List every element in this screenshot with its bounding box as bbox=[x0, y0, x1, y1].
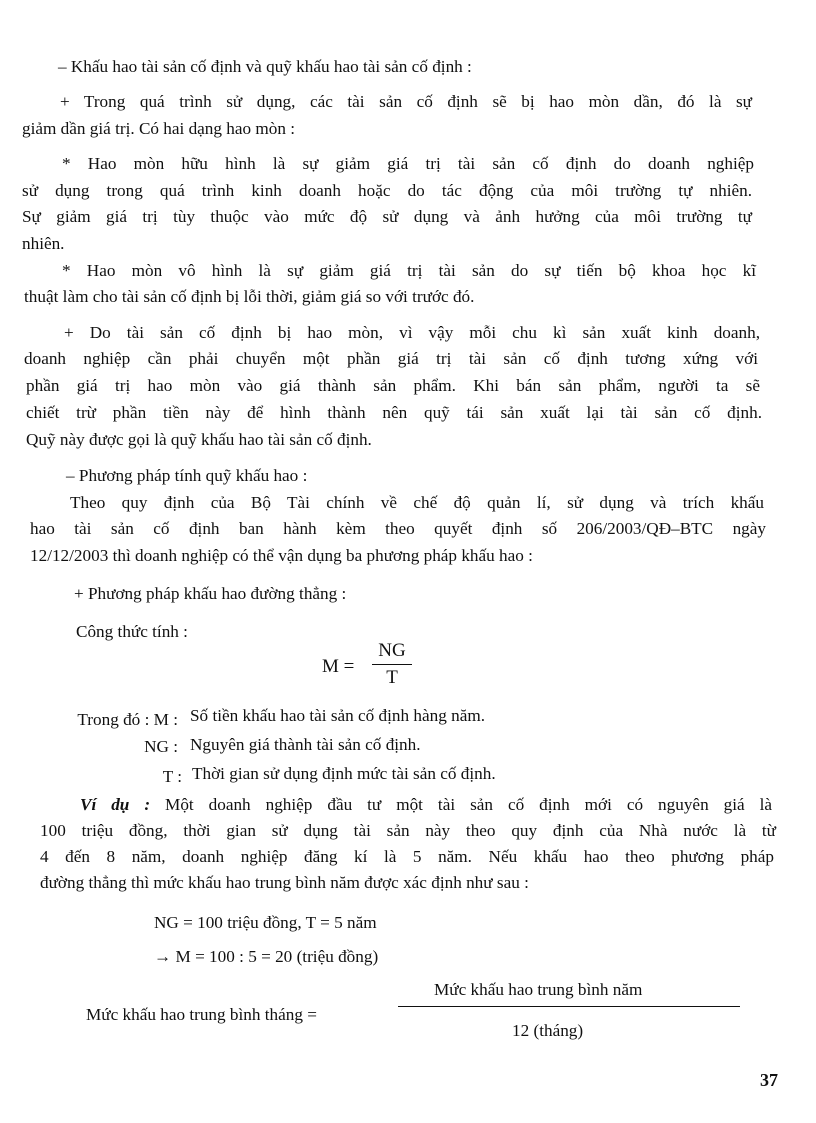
text-line: giảm dần giá trị. Có hai dạng hao mòn : bbox=[22, 119, 296, 138]
definition-text: Số tiền khấu hao tài sản cố định hàng năm. bbox=[190, 706, 485, 725]
monthly-formula-lhs: Mức khấu hao trung bình tháng = bbox=[86, 1005, 317, 1024]
definition-label: NG : bbox=[144, 737, 178, 756]
section-heading: – Phương pháp tính quỹ khấu hao : bbox=[66, 466, 308, 485]
text-line: thuật làm cho tài sản cố định bị lỗi thời, giảm giá so với trước đó. bbox=[24, 287, 475, 306]
definition-text: Thời gian sử dụng định mức tài sản cố định. bbox=[192, 764, 496, 783]
example-text: Một doanh nghiệp đầu tư một tài sản cố định mới có nguyên giá là bbox=[165, 795, 772, 814]
text-line: + Trong quá trình sử dụng, các tài sản cố định sẽ bị hao mòn dần, đó là sự bbox=[60, 92, 752, 111]
text-line: hao tài sản cố định ban hành kèm theo quyết định số 206/2003/QĐ–BTC ngày bbox=[30, 519, 766, 538]
page-number: 37 bbox=[760, 1070, 778, 1090]
text-line: sử dụng trong quá trình kinh doanh hoặc do tác động của môi trường tự nhiên. bbox=[22, 181, 752, 200]
text-line: Quỹ này được gọi là quỹ khấu hao tài sản cố định. bbox=[26, 430, 372, 449]
text-line: nhiên. bbox=[22, 234, 65, 253]
formula-numerator: NG bbox=[378, 640, 406, 661]
method-heading: + Phương pháp khấu hao đường thẳng : bbox=[74, 584, 347, 603]
text-line: Theo quy định của Bộ Tài chính về chế độ quản lí, sử dụng và trích khấu bbox=[70, 493, 764, 512]
example-label: Ví dụ : bbox=[80, 795, 151, 814]
monthly-formula-numerator: Mức khấu hao trung bình năm bbox=[434, 980, 643, 999]
calc-line: → M = 100 : 5 = 20 (triệu đồng) bbox=[154, 947, 379, 966]
example-first-line bbox=[80, 796, 772, 813]
text-line: + Do tài sản cố định bị hao mòn, vì vậy mỗi chu kì sản xuất kinh doanh, bbox=[64, 323, 760, 342]
text-line: 100 triệu đồng, thời gian sử dụng tài sản này theo quy định của Nhà nước là từ bbox=[40, 821, 776, 840]
text-line: * Hao mòn hữu hình là sự giảm giá trị tài sản cố định do doanh nghiệp bbox=[62, 154, 754, 173]
definition-label: Trong đó : M : bbox=[77, 710, 178, 729]
text-line: 4 đến 8 năm, doanh nghiệp đăng kí là 5 năm. Nếu khấu hao theo phương pháp bbox=[40, 847, 774, 866]
definition-text: Nguyên giá thành tài sản cố định. bbox=[190, 735, 421, 754]
fraction-bar bbox=[398, 1006, 740, 1007]
definition-label: T : bbox=[162, 767, 182, 786]
formula-denominator: T bbox=[386, 667, 398, 688]
monthly-formula-denominator: 12 (tháng) bbox=[512, 1021, 584, 1040]
text-line: doanh nghiệp cần phải chuyển một phần giá trị tài sản cố định tương xứng với bbox=[24, 349, 758, 368]
text-line: đường thẳng thì mức khấu hao trung bình năm được xác định như sau : bbox=[40, 873, 529, 892]
formula-fraction bbox=[372, 640, 412, 689]
calc-line: NG = 100 triệu đồng, T = 5 năm bbox=[154, 913, 377, 932]
text-line: 12/12/2003 thì doanh nghiệp có thể vận dụng ba phương pháp khấu hao : bbox=[30, 546, 533, 565]
text-line: chiết trừ phần tiền này để hình thành nên quỹ tái sản xuất lại tài sản cố định. bbox=[26, 403, 762, 422]
text-line: Sự giảm giá trị tùy thuộc vào mức độ sử dụng và ảnh hưởng của môi trường tự bbox=[22, 207, 752, 226]
text-line: * Hao mòn vô hình là sự giảm giá trị tài sản do sự tiến bộ khoa học kĩ bbox=[62, 261, 756, 280]
text-line: – Khấu hao tài sản cố định và quỹ khấu hao tài sản cố định : bbox=[58, 57, 472, 76]
formula-intro: Công thức tính : bbox=[76, 622, 188, 641]
text-line: phần giá trị hao mòn vào giá thành sản phẩm. Khi bán sản phẩm, người ta sẽ bbox=[26, 376, 760, 395]
formula-lhs: M = bbox=[322, 656, 355, 677]
fraction-bar bbox=[372, 664, 412, 665]
